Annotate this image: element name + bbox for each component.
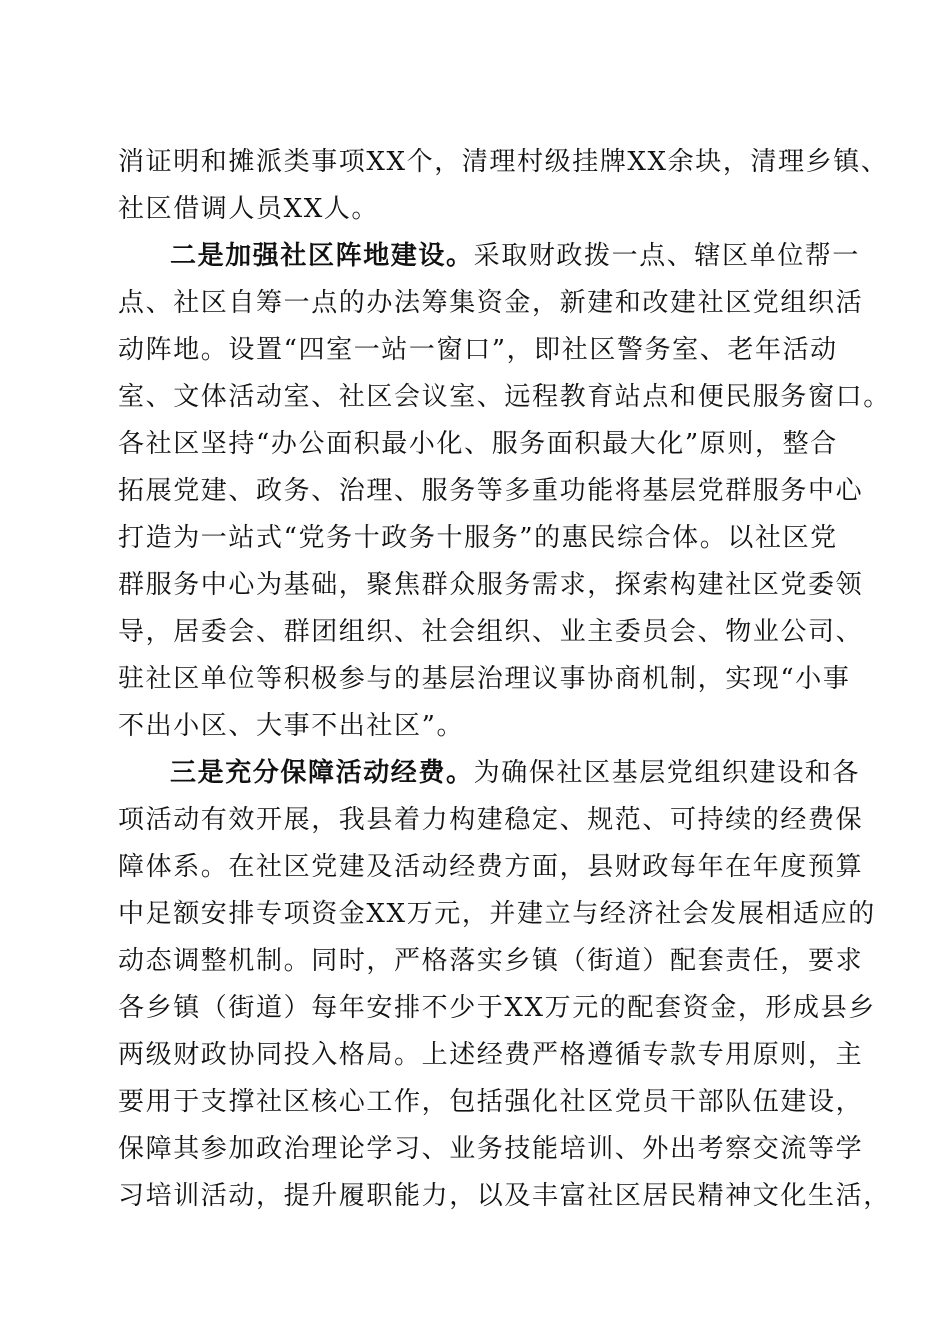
paragraph-3-line-7: 两级财政协同投入格局。上述经费严格遵循专款专用原则，主 [118, 1040, 864, 1070]
paragraph-2-line-10: 驻社区单位等积极参与的基层治理议事协商机制，实现“小事 [118, 664, 851, 694]
paragraph-2-line-9: 导，居委会、群团组织、社会组织、业主委员会、物业公司、 [118, 617, 864, 647]
paragraph-2-line-1 [118, 233, 861, 280]
paragraph-1-line-2: 社区借调人员XX人。 [118, 194, 380, 224]
paragraph-1-line-1: 消证明和摊派类事项XX个，清理村级挂牌XX余块，清理乡镇、 [118, 147, 889, 177]
paragraph-3-line-4: 中足额安排专项资金XX万元，并建立与经济社会发展相适应的 [118, 899, 876, 929]
paragraph-2-line-7: 打造为一站式“党务十政务十服务”的惠民综合体。以社区党 [118, 523, 838, 553]
paragraph-2-line-6: 拓展党建、政务、治理、服务等多重功能将基层党群服务中心 [118, 476, 864, 506]
paragraph-3-lead: 三是充分保障活动经费。 [170, 758, 474, 788]
paragraph-3-line-6: 各乡镇（街道）每年安排不少于XX万元的配套资金，形成县乡 [118, 993, 876, 1023]
paragraph-3-line-8: 要用于支撑社区核心工作，包括强化社区党员干部队伍建设， [118, 1087, 864, 1117]
paragraph-2-line-11: 不出小区、大事不出社区”。 [118, 711, 465, 741]
document-body [118, 139, 891, 1220]
paragraph-2-line-2: 点、社区自筹一点的办法筹集资金，新建和改建社区党组织活 [118, 288, 864, 318]
paragraph-2-line-4: 室、文体活动室、社区会议室、远程教育站点和便民服务窗口。 [118, 382, 891, 412]
paragraph-2-line-8: 群服务中心为基础，聚焦群众服务需求，探索构建社区党委领 [118, 570, 864, 600]
paragraph-3-line-9: 保障其参加政治理论学习、业务技能培训、外出考察交流等学 [118, 1134, 864, 1164]
paragraph-2-line-1-text: 采取财政拨一点、辖区单位帮一 [473, 241, 861, 271]
paragraph-3-line-5: 动态调整机制。同时，严格落实乡镇（街道）配套责任，要求 [118, 946, 864, 976]
paragraph-3-line-2: 项活动有效开展，我县着力构建稳定、规范、可持续的经费保 [118, 805, 864, 835]
paragraph-3-line-3: 障体系。在社区党建及活动经费方面，县财政每年在年度预算 [118, 852, 864, 882]
paragraph-3-line-1 [118, 750, 861, 797]
paragraph-3-line-1-text: 为确保社区基层党组织建设和各 [473, 758, 861, 788]
paragraph-2-line-5: 各社区坚持“办公面积最小化、服务面积最大化”原则，整合 [118, 429, 838, 459]
paragraph-3-line-10: 习培训活动，提升履职能力，以及丰富社区居民精神文化生活， [118, 1181, 891, 1211]
paragraph-2-line-3: 动阵地。设置“四室一站一窗口”，即社区警务室、老年活动 [118, 335, 838, 365]
paragraph-2-lead: 二是加强社区阵地建设。 [170, 241, 474, 271]
